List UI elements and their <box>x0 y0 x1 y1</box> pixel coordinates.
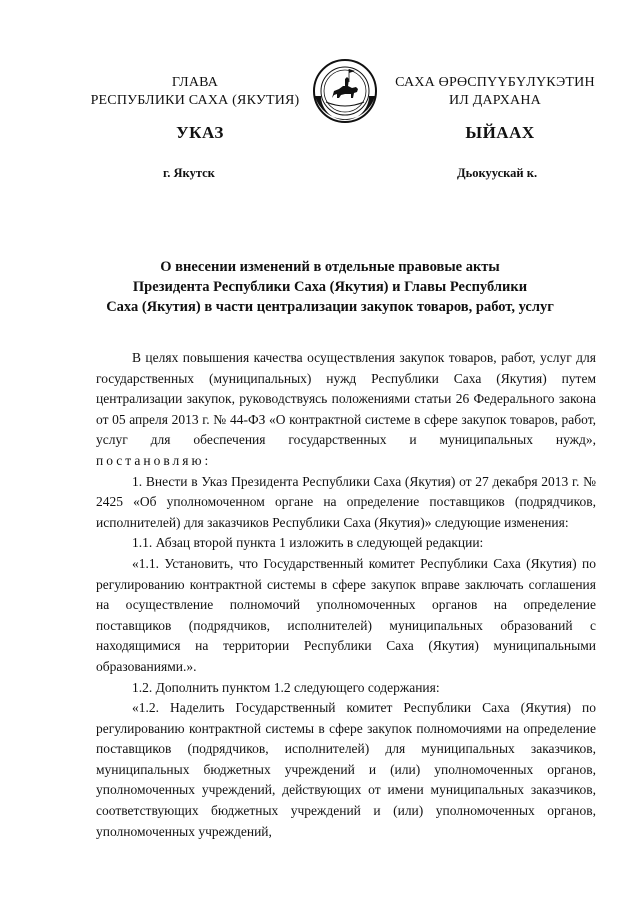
header-left-line2: РЕСПУБЛИКИ САХА (ЯКУТИЯ) <box>90 93 300 108</box>
doc-type-left: УКАЗ <box>176 123 224 142</box>
header-right-line1: САХА ӨРӨСПҮҮБҮЛҮКЭТИН <box>395 75 595 90</box>
paragraph-item-1-2: 1.2. Дополнить пунктом 1.2 следующего содержания: <box>132 679 440 695</box>
paragraph-item-1: 1. Внести в Указ Президента Республики Саха (Якутия) от 27 декабря 2013 г. № 2425 «Об уполномоченном органе на определение поставщиков (подрядчиков, исполнителей) для заказчиков Республики Саха (Якутия)» следующие изменения: <box>96 473 596 530</box>
title-line2: Президента Республики Саха (Якутия) и Главы Республики <box>132 279 528 295</box>
header-left-line1: ГЛАВА <box>171 75 219 90</box>
header-right <box>370 74 620 110</box>
paragraph-item-1-1: 1.1. Абзац второй пункта 1 изложить в следующей редакции: <box>132 535 484 551</box>
header-right-line2: ИЛ ДАРХАНА <box>448 93 541 108</box>
paragraph-preamble <box>96 348 596 472</box>
header-left <box>70 74 320 110</box>
paragraph-item-1-1-text: «1.1. Установить, что Государственный комитет Республики Саха (Якутия) по регулированию контрактной системы в сфере закупок вправе заключать соглашения на осуществление полномочий уполномоченных органов на определение поставщиков (подрядчиков, исполнителей) муниципальных образований с находящимися на территории Республики Саха (Якутия) муниципальными образованиями.». <box>96 555 596 674</box>
coat-of-arms-icon <box>312 58 378 124</box>
paragraph-item-1-2-text: «1.2. Наделить Государственный комитет Республики Саха (Якутия) по регулированию контрактной системы в сфере закупок полномочиями на определение поставщиков (подрядчиков, исполнителей) для муниципальных заказчиков, муниципальных бюджетных учреждений и (или) уполномоченных органов, уполномоченных учреждений, действующих от имени муниципальных заказчиков, соответствующих бюджетных учреждений и (или) уполномоченных органов, уполномоченных учреждений, <box>96 700 596 839</box>
city-right: Дьокуускай к. <box>457 166 538 180</box>
title-line1: О внесении изменений в отдельные правовые акты <box>160 259 500 275</box>
preamble-text: В целях повышения качества осуществления закупок товаров, работ, услуг для государственных (муниципальных) нужд Республики Саха (Якутия) путем централизации закупок, руководствуясь положениями статьи 26 Федерального закона от 05 апреля 2013 г. № 44-ФЗ «О контрактной системе в сфере закупок товаров, работ, услуг для обеспечения государственных и муниципальных нужд», <box>96 350 596 448</box>
preamble-resolution-word: постановляю: <box>96 452 212 468</box>
document-body <box>96 348 596 842</box>
doc-type-right: ЫЙААХ <box>465 123 535 142</box>
document-title <box>60 257 600 317</box>
city-left: г. Якутск <box>163 166 215 180</box>
title-line3: Саха (Якутия) в части централизации закупок товаров, работ, услуг <box>106 299 554 315</box>
